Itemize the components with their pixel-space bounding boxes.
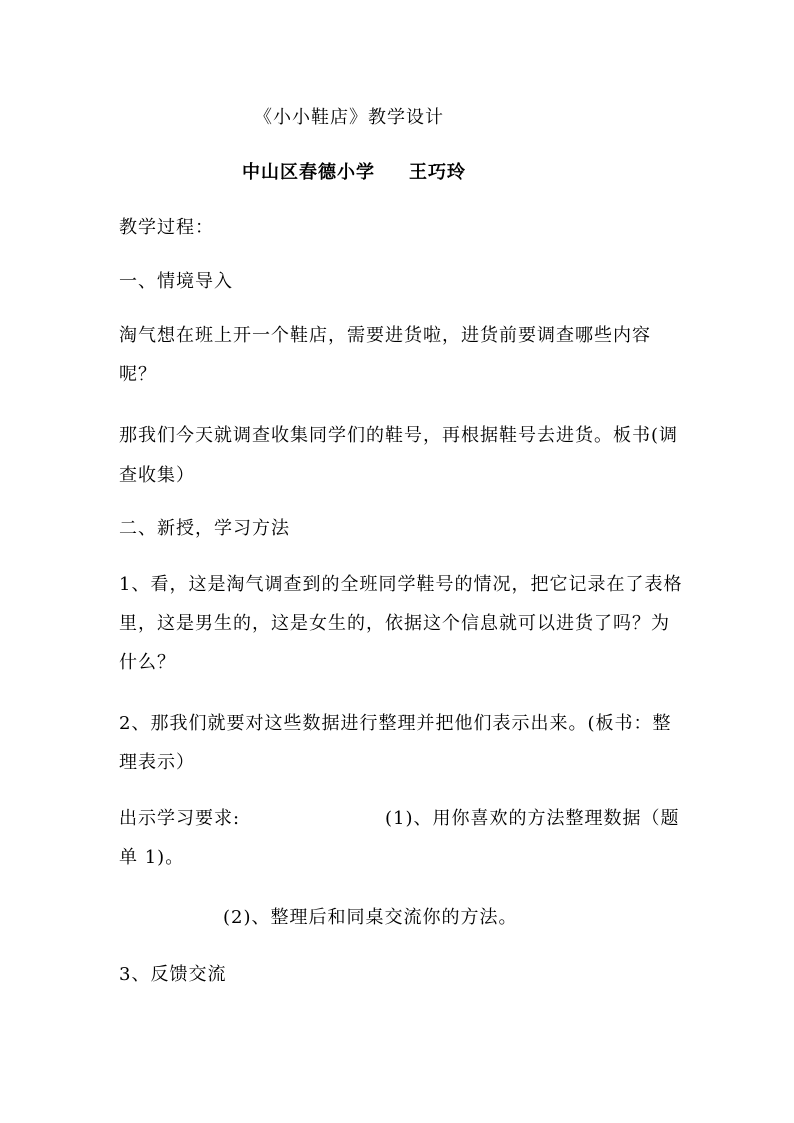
item-1-line-2: 里，这是男生的，这是女生的，依据这个信息就可以进货了吗？为 — [119, 613, 670, 634]
item-1-line-1: 1、看，这是淘气调查到的全班同学鞋号的情况，把它记录在了表格 — [119, 574, 683, 595]
requirement-1-line-1: (1)、用你喜欢的方法整理数据（题 — [385, 808, 680, 829]
item-3: 3、反馈交流 — [119, 964, 227, 985]
paragraph-2-line-1: 那我们今天就调查收集同学们的鞋号，再根据鞋号去进货。板书(调 — [119, 425, 679, 446]
paragraph-1-line-1: 淘气想在班上开一个鞋店，需要进货啦，进货前要调查哪些内容 — [119, 325, 651, 346]
school-name: 中山区春德小学 — [242, 162, 375, 183]
item-2-line-1: 2、那我们就要对这些数据进行整理并把他们表示出来。(板书：整 — [119, 713, 672, 734]
process-heading: 教学过程： — [119, 217, 214, 238]
item-2-line-2: 理表示） — [119, 752, 195, 773]
document-title: 《小小鞋店》教学设计 — [254, 107, 444, 128]
requirements-line — [119, 807, 680, 831]
author-line — [242, 161, 466, 185]
paragraph-1-line-2: 呢？ — [119, 364, 157, 385]
requirement-1-line-2: 单 1)。 — [119, 847, 185, 868]
author-name: 王巧玲 — [409, 162, 466, 183]
requirements-label: 出示学习要求: — [119, 808, 241, 829]
requirement-2: (2)、整理后和同桌交流你的方法。 — [223, 907, 518, 928]
section-1-heading: 一、情境导入 — [119, 271, 233, 292]
item-1-line-3: 什么？ — [119, 652, 176, 673]
paragraph-2-line-2: 查收集） — [119, 465, 195, 486]
section-2-heading: 二、新授，学习方法 — [119, 518, 290, 539]
